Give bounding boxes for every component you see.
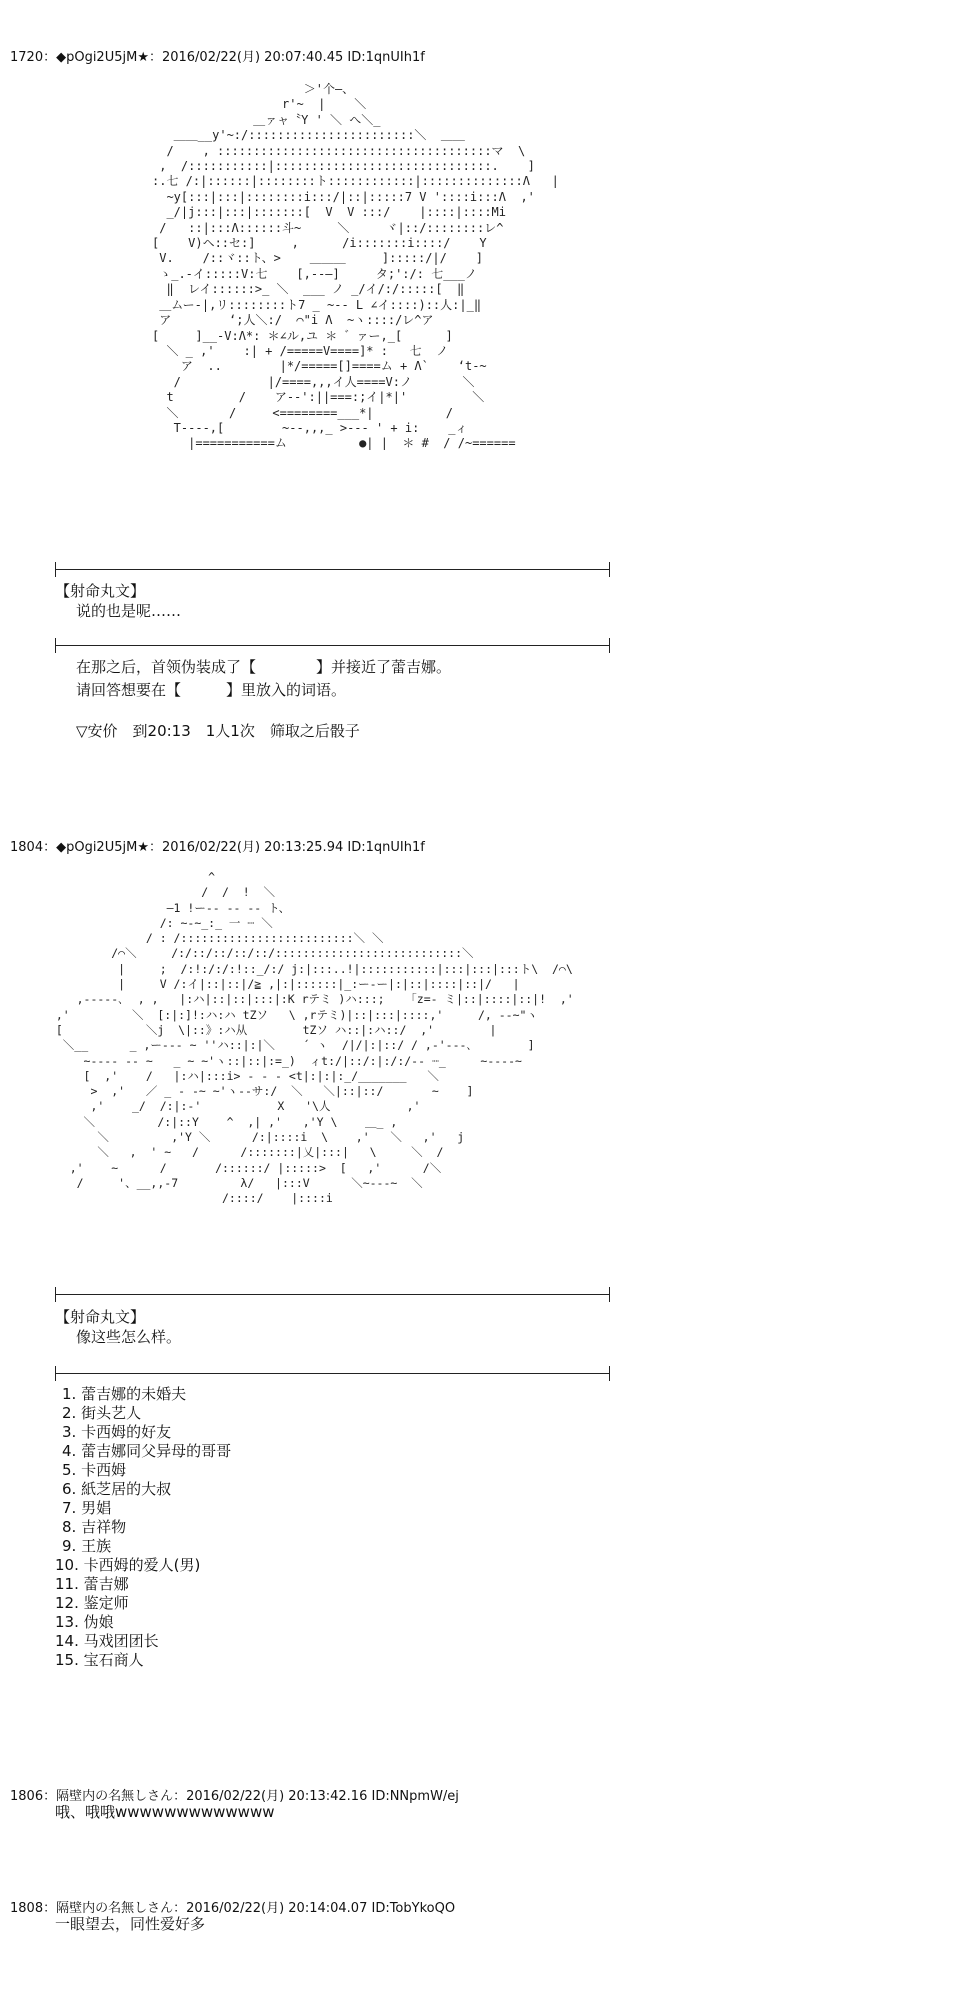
option-item: 15. 宝石商人 [55,1651,144,1669]
divider [55,1294,610,1295]
option-item: 14. 马戏团团长 [55,1632,159,1650]
option-item: 11. 蕾吉娜 [55,1575,129,1593]
speech-text: 说的也是呢…… [76,602,182,620]
option-item: 12. 鉴定师 [55,1594,129,1612]
post-header: 1720：◆pOgi2U5jM★：2016/02/22(月) 20:07:40.45 ID:1qnUIh1f [10,50,425,65]
option-item: 1. 蕾吉娜的未婚夫 [62,1385,187,1403]
speaker-name: 【射命丸文】 [55,1308,146,1326]
anchor-instruction: ▽安价 到20:13 1人1次 筛取之后骰子 [76,722,360,740]
post-header: 1808：隔壁内の名無しさん：2016/02/22(月) 20:14:04.07 ID:TobYkoQO [10,1901,456,1916]
reply-text: 一眼望去，同性爱好多 [55,1915,206,1933]
post-header: 1806：隔壁内の名無しさん：2016/02/22(月) 20:13:42.16 ID:NNpmW/ej [10,1789,459,1804]
option-item: 10. 卡西姆的爱人(男) [55,1556,201,1574]
divider [55,645,610,646]
option-item: 4. 蕾吉娜同父异母的哥哥 [62,1442,232,1460]
option-item: 7. 男娼 [62,1499,112,1517]
ascii-art: ＞'个―、 r'~ | ＼ ＿ァャ〝Y ' ＼ へ＼_ ＿＿__y'~:/:::::::::::::::::::::::＼ ＿＿ / , ::::::::::::::::::::::::::::::::::::::マ \ , /:::::::::::|::::::::::::::::::::::::::::::. ] :.七 /:|::::::|::::::::ト::::::::::::|::::::::::::::Λ | ~y[:::|:::|::::::::i:::/|::|:::::7 V '::::i:::Λ ,' _/|j:::|:::|:::::::[ V V :::/ |::::|::::Mi / ::|:::Λ::::::斗~ ＼ ヾ|::/::::::::レ^ [ V)ヘ::セ:] , /i:::::::i::::/ Y V. /::ヾ::ト、> ＿＿＿ ]:::::/|/ ] ゝ_.-イ:::::V:七 [,--―] タ;':/: 七___ノ ‖ レイ::::::>_ ＼ ___ ノ _/イ/:/:::::[ ‖ ＿ムー-|,リ::::::::ト7 _ ~-- L ∠イ::::)::人:|_‖ ア ‘;人＼:/ ⌒"i Λ ~ヽ::::/レ^ア [ ]__-V:Λ*: ＊∠ル,ユ ＊ ゛ァー,_[ ] ＼ _ ,' :| + /=====V====]* : 七 ノ ア .. |*/=====[]====ム + Λ` ‘t-~ / |/====,,,イ人====V:ノ ＼ t / ア--':||===:;イ|*|' ＼ ＼ / <========___*| / T-‐-‐,[ ~‐-,,,_ >-‐‐ ' + i: _ィ |===========ム ●| | ＊ # / /~====== [152,82,559,451]
option-item: 2. 街头艺人 [62,1404,142,1422]
option-item: 3. 卡西姆的好友 [62,1423,172,1441]
speaker-name: 【射命丸文】 [55,582,146,600]
divider [55,1373,610,1374]
option-item: 13. 伪娘 [55,1613,114,1631]
reply-text: 哦、哦哦wwwwwwwwwwwww [55,1803,275,1821]
option-item: 9. 王族 [62,1537,112,1555]
post-header: 1804：◆pOgi2U5jM★：2016/02/22(月) 20:13:25.94 ID:1qnUIh1f [10,840,425,855]
divider [55,569,610,570]
option-item: 6. 紙芝居的大叔 [62,1480,172,1498]
option-item: 5. 卡西姆 [62,1461,127,1479]
narration-line: 请回答想要在【 】里放入的词语。 [76,681,347,699]
ascii-art: ^ / / ! ＼ ―1 !ー-- -- -- ト、 /: ~-~_:_ 一 ┈ ＼ / : /:::::::::::::::::::::::::＼ ＼ /⌒＼ /:/::/::/::/::/:::::::::::::::::::::::::::＼ | ; /:!:/:/:!::_/:/ j:|:::..!|:::::::::::|:::|:::|:::ト\ /⌒\ | V /:イ|::|::|/≧ ,|:|::::::|_:ー-ー|:|::|::::|::|/ | ,--‐--､ , , |:ハ|::|::|:::|:K rテミ )ハ:::; 「z=- ミ|::|::::|::|! ,' ,' ＼ [:|:]!:ハ:ハ tZソ \ ,rテミ)|::|:::|::::,' /, -‐~"ヽ [ ＼j \|::》:ハ从 tZソ ハ::|:ハ::/ ,' | ＼__ _ ,ー--‐ ~ ''ハ::|:|＼ ´ ヽ /|/|:|::/ / ,-'‐‐-､ ] ~‐‐-- ‐‐ ~ _ ~ ~'ヽ::|::|:=_) ィt:/|::/:|:/:/‐‐ ┈_ ~‐--‐~ [ ,' / |:ハ|:::i> - - - <t|:|:|:_/_______ ＼ > ,' ／ _ - -~ ~'ヽ-‐サ:/ ＼ ＼|::|::/ ~ ] ,' _/ /:|:-' X '\人 ,' ＼ /:|::Y ^ ,| ,' ,'Y \ ＿_ , ＼ ,'Y ＼ /:|::::i \ ,' ＼ ,' j ＼ , ' ~ / /:::::::|乂|:::| \ ＼ / ,' ~ / /::::::/ |:::::> [ ,' /＼ / '、__,,-7 λ/ |:::V ＼~‐‐‐~ ＼ /::::/ |::::i [55,870,574,1206]
speech-text: 像这些怎么样。 [76,1328,182,1346]
option-item: 8. 吉祥物 [62,1518,127,1536]
narration-line: 在那之后，首领伪装成了【 】并接近了蕾吉娜。 [76,658,452,676]
